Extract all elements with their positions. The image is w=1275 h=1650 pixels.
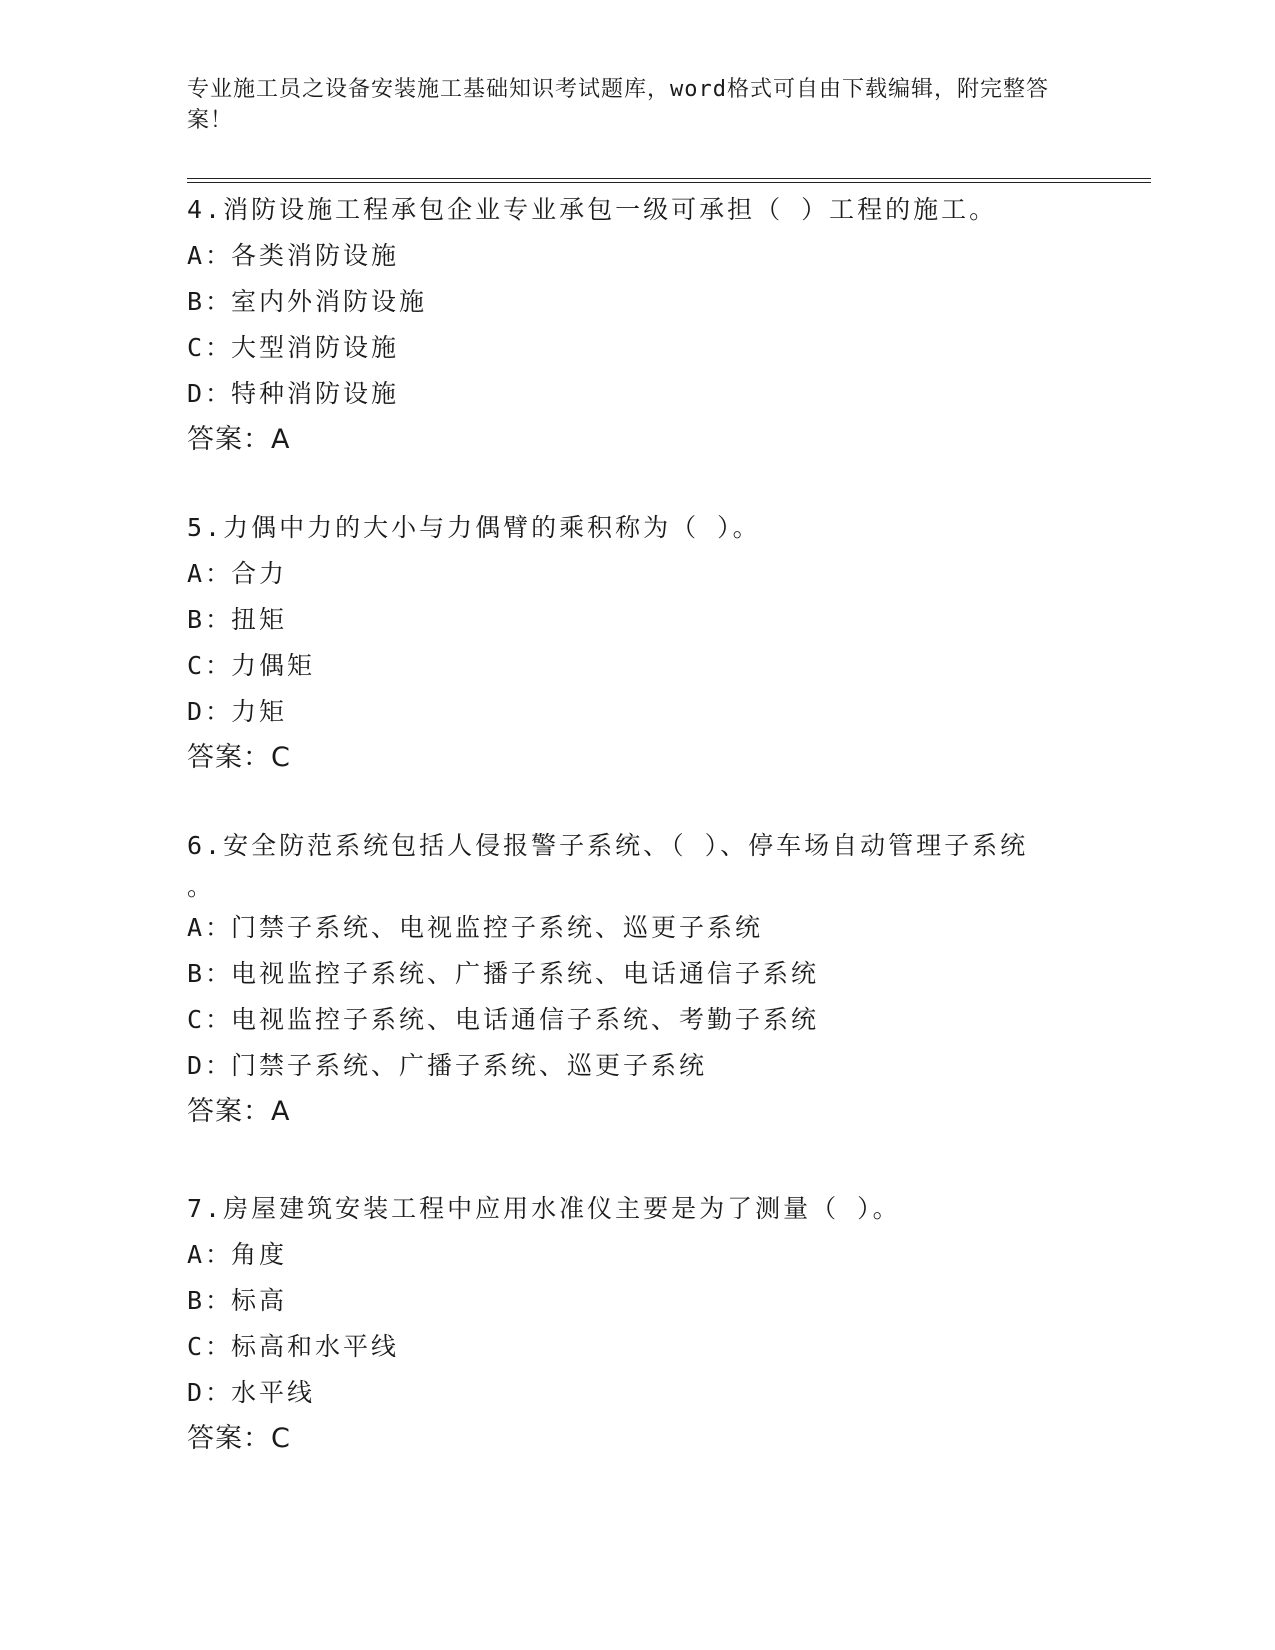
option-text: 电视监控子系统、电话通信子系统、考勤子系统 — [231, 1005, 820, 1034]
option-key: D： — [187, 697, 234, 726]
option-c — [187, 325, 1087, 371]
option-key: A： — [187, 913, 234, 942]
option-text: 合力 — [231, 559, 288, 588]
header-divider — [187, 178, 1151, 183]
option-a — [187, 233, 1087, 279]
option-text: 各类消防设施 — [231, 241, 400, 270]
option-text: 特种消防设施 — [231, 379, 400, 408]
option-key: B： — [187, 287, 234, 316]
option-key: D： — [187, 379, 234, 408]
option-key: C： — [187, 1332, 234, 1361]
question-stem: 4.消防设施工程承包企业专业承包一级可承担（ ）工程的施工。 — [187, 195, 998, 224]
option-key: C： — [187, 651, 234, 680]
option-d — [187, 371, 1087, 417]
answer-line: 答案：A — [187, 424, 291, 455]
option-text: 力偶矩 — [231, 651, 316, 680]
option-key: A： — [187, 559, 234, 588]
question-block — [187, 823, 1087, 1135]
option-b — [187, 279, 1087, 325]
question-block — [187, 187, 1087, 463]
option-text: 水平线 — [231, 1378, 316, 1407]
question-block — [187, 505, 1087, 781]
option-text: 大型消防设施 — [231, 333, 400, 362]
option-key: C： — [187, 333, 234, 362]
option-b — [187, 951, 1087, 997]
option-d — [187, 689, 1087, 735]
option-text: 门禁子系统、电视监控子系统、巡更子系统 — [231, 913, 764, 942]
answer-line: 答案：A — [187, 1096, 291, 1127]
option-c — [187, 1324, 1087, 1370]
option-text: 标高和水平线 — [231, 1332, 400, 1361]
question-block — [187, 1186, 1087, 1462]
option-c — [187, 643, 1087, 689]
option-b — [187, 1278, 1087, 1324]
option-text: 门禁子系统、广播子系统、巡更子系统 — [231, 1051, 708, 1080]
option-key: C： — [187, 1005, 234, 1034]
question-stem: 7.房屋建筑安装工程中应用水准仪主要是为了测量（ ）。 — [187, 1194, 901, 1223]
question-stem-tail: 。 — [187, 872, 216, 901]
option-d — [187, 1370, 1087, 1416]
option-text: 角度 — [231, 1240, 288, 1269]
option-key: B： — [187, 959, 234, 988]
document-header: 专业施工员之设备安装施工基础知识考试题库，word格式可自由下载编辑，附完整答案！ — [187, 77, 1049, 133]
option-text: 室内外消防设施 — [231, 287, 428, 316]
question-stem: 6.安全防范系统包括人侵报警子系统、（ ）、停车场自动管理子系统 — [187, 831, 1029, 860]
option-text: 力矩 — [231, 697, 288, 726]
answer-line: 答案：C — [187, 1423, 291, 1454]
option-key: D： — [187, 1051, 234, 1080]
option-a — [187, 551, 1087, 597]
option-key: A： — [187, 241, 234, 270]
answer-line: 答案：C — [187, 742, 291, 773]
option-d — [187, 1043, 1087, 1089]
option-a — [187, 1232, 1087, 1278]
option-c — [187, 997, 1087, 1043]
option-text: 电视监控子系统、广播子系统、电话通信子系统 — [231, 959, 820, 988]
option-b — [187, 597, 1087, 643]
option-a — [187, 905, 1087, 951]
option-text: 标高 — [231, 1286, 288, 1315]
option-key: D： — [187, 1378, 234, 1407]
option-key: B： — [187, 605, 234, 634]
option-key: B： — [187, 1286, 234, 1315]
question-stem: 5.力偶中力的大小与力偶臂的乘积称为（ ）。 — [187, 513, 761, 542]
option-key: A： — [187, 1240, 234, 1269]
option-text: 扭矩 — [231, 605, 288, 634]
